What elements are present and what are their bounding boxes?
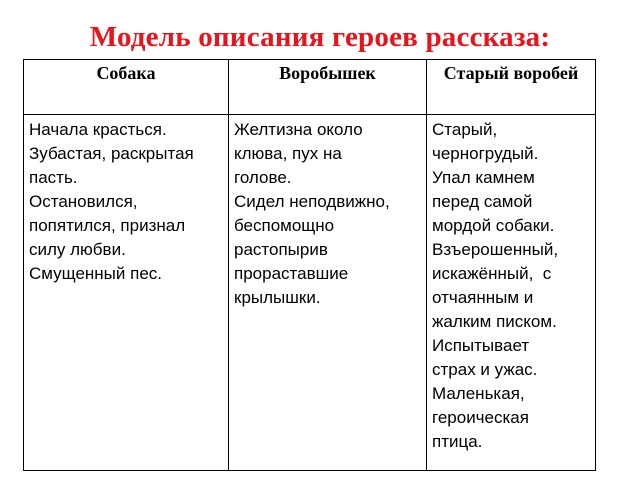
column-header-old-sparrow: Старый воробей	[427, 60, 596, 115]
hero-description-table	[23, 59, 596, 471]
text-line: Взъерошенный,	[432, 240, 559, 259]
text-line: искажённый, с	[432, 264, 552, 283]
column-header-dog: Собака	[24, 60, 229, 115]
text-line: черногрудый.	[432, 144, 539, 163]
table-row	[24, 115, 596, 471]
text-line: Остановился,	[29, 192, 138, 211]
text-line: перед самой	[432, 192, 533, 211]
text-line: беспомощно	[234, 216, 335, 235]
sparrow-description-cell	[229, 115, 427, 471]
text-line: голове.	[234, 168, 292, 187]
text-line: Упал камнем	[432, 168, 535, 187]
table-header-row	[24, 60, 596, 115]
text-line: отчаянным и	[432, 288, 534, 307]
text-line: попятился, признал	[29, 216, 186, 235]
old-sparrow-description-cell	[427, 115, 596, 471]
text-line: Смущенный пес.	[29, 264, 163, 283]
page-title: Модель описания героев рассказа:	[89, 21, 551, 53]
text-line: жалким писком.	[432, 312, 557, 331]
text-line: Маленькая,	[432, 384, 525, 403]
text-line: мордой собаки.	[432, 216, 555, 235]
dog-description-cell	[24, 115, 229, 471]
text-line: пасть.	[29, 168, 78, 187]
text-line: силу любви.	[29, 240, 126, 259]
text-line: Начала красться.	[29, 120, 167, 139]
text-line: Старый,	[432, 120, 498, 139]
text-line: Сидел неподвижно,	[234, 192, 390, 211]
text-line: птица.	[432, 432, 483, 451]
text-line: Зубастая, раскрытая	[29, 144, 194, 163]
column-header-sparrow: Воробышек	[229, 60, 427, 115]
text-line: страх и ужас.	[432, 360, 538, 379]
text-line: растопырив	[234, 240, 328, 259]
text-line: прораставшие	[234, 264, 349, 283]
text-line: Желтизна около	[234, 120, 363, 139]
text-line: героическая	[432, 408, 529, 427]
text-line: Испытывает	[432, 336, 530, 355]
text-line: клюва, пух на	[234, 144, 342, 163]
text-line: крылышки.	[234, 288, 321, 307]
